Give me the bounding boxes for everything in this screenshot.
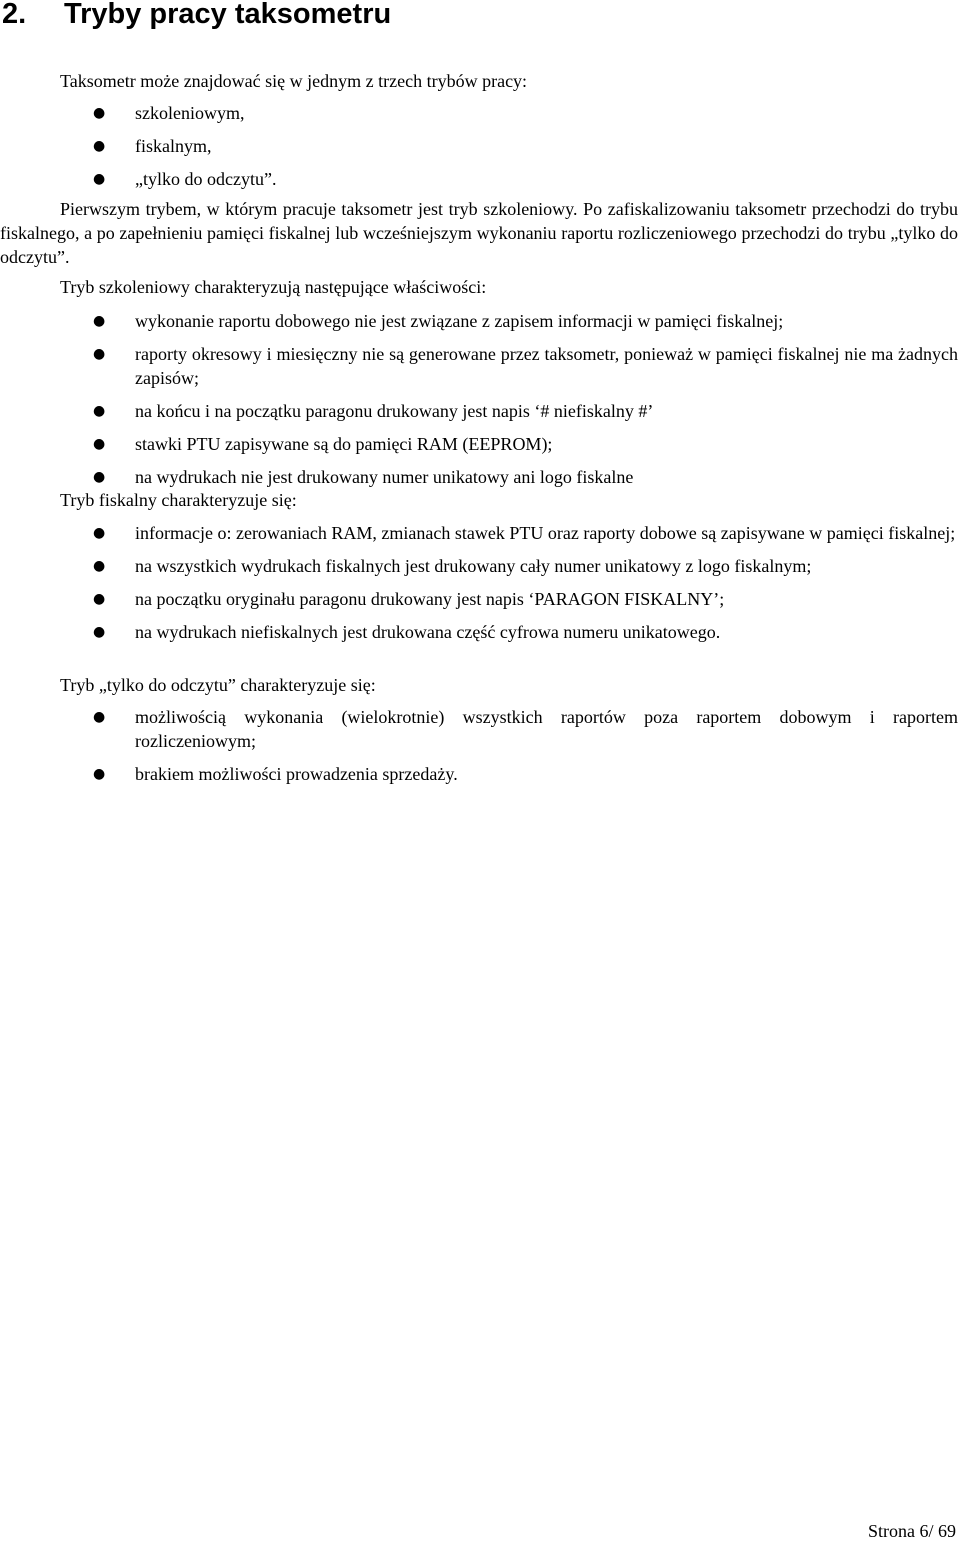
bullet-icon: ● (93, 403, 106, 419)
intro-paragraph: Taksometr może znajdować się w jednym z trzech trybów pracy: (60, 71, 528, 91)
bullet-icon: ● (93, 766, 106, 782)
section-title: Tryby pracy taksometru (64, 0, 392, 30)
readonly-mode-intro: Tryb „tylko do odczytu” charakteryzuje się: (60, 675, 376, 695)
bullet-icon: ● (93, 525, 106, 541)
section-heading (2, 0, 391, 34)
bullet-icon: ● (93, 558, 106, 574)
section-number: 2. (2, 0, 27, 30)
list-item: ● na wydrukach nie jest drukowany numer unikatowy ani logo fiskalne (93, 467, 634, 487)
list-item: ● fiskalnym, (93, 136, 212, 156)
bullet-icon: ● (93, 346, 106, 362)
bullet-icon: ● (93, 436, 106, 452)
list-item: ● na wszystkich wydrukach fiskalnych jest drukowany cały numer unikatowy z logo fiskalnym; (93, 556, 812, 576)
page-number: Strona 6/ 69 (868, 1521, 956, 1541)
bullet-icon: ● (93, 624, 106, 640)
readonly-mode-list (0, 705, 958, 795)
first-mode-paragraph: Pierwszym trybem, w którym pracuje taksometr jest tryb szkoleniowy. Po zafiskalizowaniu taksometr przechodzi do trybu fiskalnego, a po zapełnieniu pamięci fiskalnej lub wcześniejszym wykonaniu raportu rozliczeniowego przechodzi do trybu „tylko do odczytu”. (0, 199, 958, 267)
bullet-icon: ● (93, 171, 106, 187)
list-item: ● stawki PTU zapisywane są do pamięci RAM (EEPROM); (93, 434, 553, 454)
list-item: ● na wydrukach niefiskalnych jest drukowana część cyfrowa numeru unikatowego. (93, 622, 721, 642)
list-item: ● szkoleniowym, (93, 103, 245, 123)
bullet-icon: ● (93, 138, 106, 154)
modes-list (0, 101, 958, 200)
bullet-icon: ● (93, 591, 106, 607)
bullet-icon: ● (93, 313, 106, 329)
training-mode-list (0, 309, 958, 498)
bullet-icon: ● (93, 469, 106, 485)
list-item: ● na początku oryginału paragonu drukowany jest napis ‘PARAGON FISKALNY’; (93, 589, 725, 609)
bullet-icon: ● (93, 709, 106, 725)
list-item: ● informacje o: zerowaniach RAM, zmianach stawek PTU oraz raporty dobowe są zapisywane w pamięci fiskalnej; (93, 523, 956, 543)
list-item: ● wykonanie raportu dobowego nie jest związane z zapisem informacji w pamięci fiskalnej; (93, 311, 784, 331)
training-mode-intro: Tryb szkoleniowy charakteryzują następujące właściwości: (60, 277, 487, 297)
list-item: ● brakiem możliwości prowadzenia sprzedaży. (93, 764, 458, 784)
fiscal-mode-list (0, 521, 958, 653)
list-item: ● możliwością wykonania (wielokrotnie) wszystkich raportów poza raportem dobowym i raportem rozliczeniowym; (93, 707, 958, 751)
list-item: ● „tylko do odczytu”. (93, 169, 277, 189)
list-item: ● na końcu i na początku paragonu drukowany jest napis ‘# niefiskalny #’ (93, 401, 654, 421)
bullet-icon: ● (93, 105, 106, 121)
fiscal-mode-intro: Tryb fiskalny charakteryzuje się: (60, 490, 297, 510)
list-item: ● raporty okresowy i miesięczny nie są generowane przez taksometr, ponieważ w pamięci fiskalnej nie ma żadnych zapisów; (93, 344, 958, 388)
